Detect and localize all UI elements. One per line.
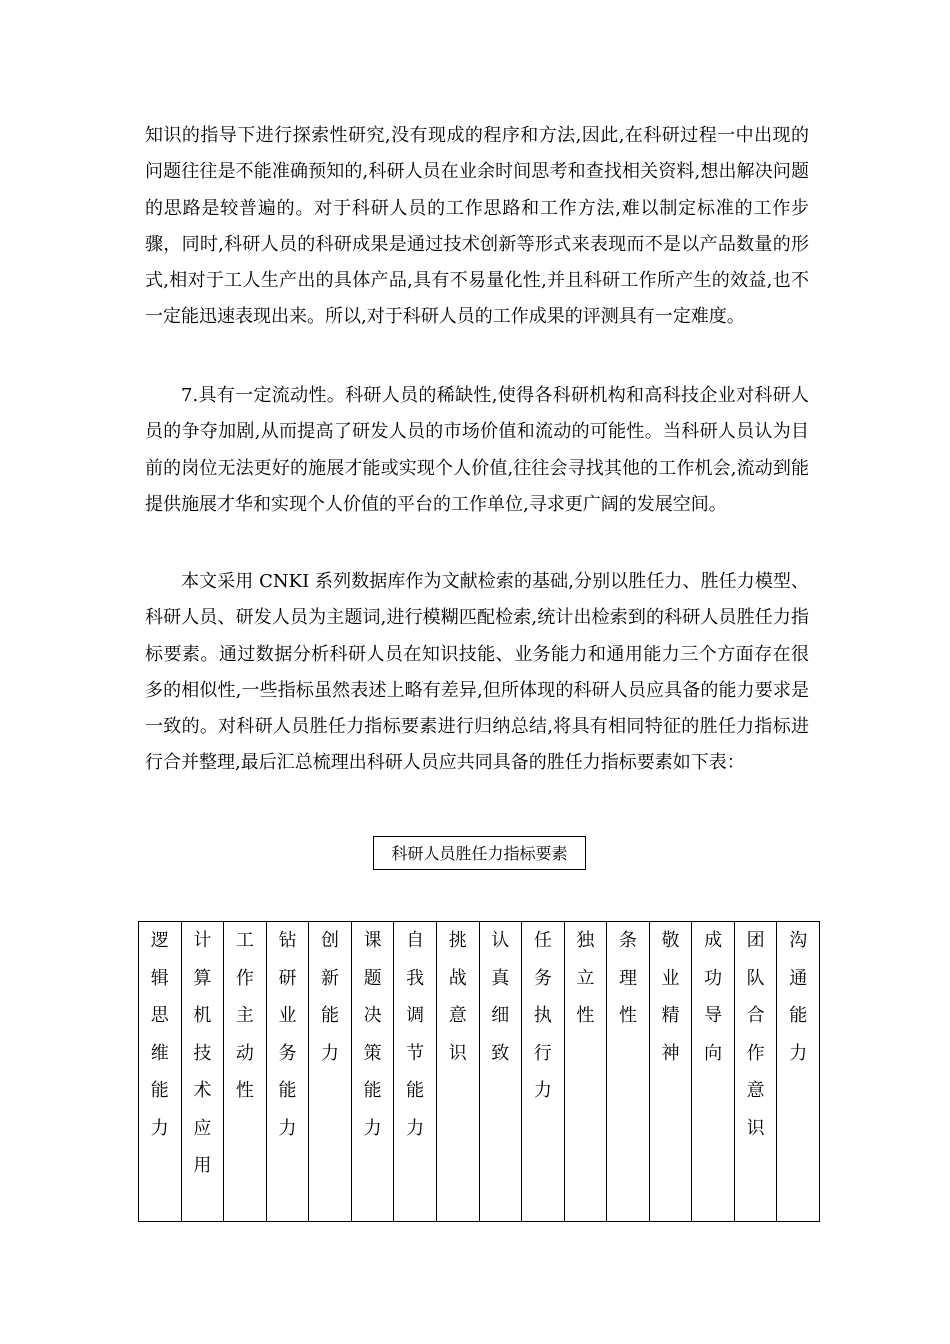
competency-item: 敬业精神 xyxy=(661,930,680,1064)
competency-item: 自我调节能力 xyxy=(406,930,425,1139)
table-cell xyxy=(734,922,777,1222)
table-cell xyxy=(394,922,437,1222)
competency-item: 任务执行力 xyxy=(533,930,552,1101)
table-cell xyxy=(436,922,479,1222)
table-cell xyxy=(139,922,182,1222)
table-cell xyxy=(266,922,309,1222)
paragraph-mobility: 7.具有一定流动性。科研人员的稀缺性,使得各科研机构和高科技企业对科研人员的争夺加剧,从而提高了研发人员的市场价值和流动的可能性。当科研人员认为目前的岗位无法更好的施展才能或实现个人价值,往往会寻找其他的工作机会,流动到能提供施展才华和实现个人价值的平台的工作单位,寻求更广阔的发展空间。 xyxy=(145,385,809,515)
paragraph-research-process: 知识的指导下进行探索性研究,没有现成的程序和方法,因此,在科研过程一中出现的问题往往是不能准确预知的,科研人员在业余时间思考和查找相关资料,想出解决问题的思路是较普遍的。对于科研人员的工作思路和工作方法,难以制定标准的工作步骤，同时,科研人员的科研成果是通过技术创新等形式来表现而不是以产品数量的形式,相对于工人生产出的具体产品,具有不易量化性,并且科研工作所产生的效益,也不一定能迅速表现出来。所以,对于科研人员的工作成果的评测具有一定难度。 xyxy=(145,125,809,328)
competency-table xyxy=(138,921,820,1222)
paragraph-methodology: 本文采用 CNKI 系列数据库作为文献检索的基础,分别以胜任力、胜任力模型、科研人员、研发人员为主题词,进行模糊匹配检索,统计出检索到的科研人员胜任力指标要素。通过数据分析科研人员在知识技能、业务能力和通用能力三个方面存在很多的相似性,一些指标虽然表述上略有差异,但所体现的科研人员应具备的能力要求是一致的。对科研人员胜任力指标要素进行归纳总结,将具有相同特征的胜任力指标进行合并整理,最后汇总梳理出科研人员应共同具备的胜任力指标要素如下表： xyxy=(145,571,809,774)
competency-item: 工作主动性 xyxy=(235,930,254,1101)
table-cell xyxy=(564,922,607,1222)
competency-item: 成功导向 xyxy=(704,930,723,1064)
competency-item: 团队合作意识 xyxy=(746,930,765,1139)
table-cell xyxy=(479,922,522,1222)
table-cell xyxy=(607,922,650,1222)
table-caption: 科研人员胜任力指标要素 xyxy=(373,836,586,870)
competency-item: 创新能力 xyxy=(321,930,340,1064)
competency-item: 逻辑思维能力 xyxy=(150,930,169,1139)
competency-item: 认真细致 xyxy=(491,930,510,1064)
table-cell xyxy=(224,922,267,1222)
table-cell xyxy=(692,922,735,1222)
table-cell xyxy=(309,922,352,1222)
table-cell xyxy=(522,922,565,1222)
competency-item: 计算机技术应用 xyxy=(193,930,212,1176)
table-cell xyxy=(181,922,224,1222)
competency-item: 条理性 xyxy=(618,930,637,1026)
table-row xyxy=(139,922,820,1222)
competency-item: 钻研业务能力 xyxy=(278,930,297,1139)
table-cell xyxy=(649,922,692,1222)
table-cell xyxy=(777,922,820,1222)
table-cell xyxy=(351,922,394,1222)
competency-item: 独立性 xyxy=(576,930,595,1026)
competency-item: 挑战意识 xyxy=(448,930,467,1064)
competency-item: 课题决策能力 xyxy=(363,930,382,1139)
competency-item: 沟通能力 xyxy=(789,930,808,1064)
